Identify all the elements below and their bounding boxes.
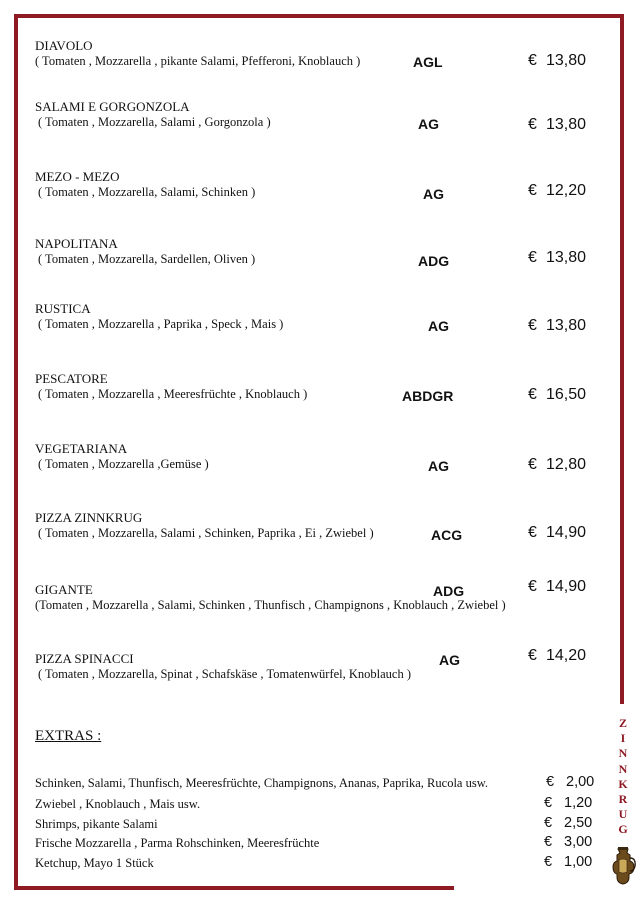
item-allergens: AG [428, 458, 449, 474]
item-allergens: ABDGR [402, 388, 454, 404]
extras-item [35, 856, 600, 874]
extras-heading: EXTRAS : [35, 728, 102, 744]
menu-item-mezo-mezo [35, 169, 615, 229]
item-name: DIAVOLO [35, 38, 93, 53]
item-allergens: AG [423, 186, 444, 202]
extras-item-text: Frische Mozzarella , Parma Rohschinken, Meeresfrüchte [35, 836, 320, 850]
item-ingredients: ( Tomaten , Mozzarella , pikante Salami, Pfefferoni, Knoblauch ) [35, 54, 361, 68]
item-price: € 13,80 [528, 116, 587, 133]
extras-item-text: Ketchup, Mayo 1 Stück [35, 856, 154, 870]
extras-item [35, 817, 600, 835]
item-name: PIZZA SPINACCI [35, 651, 134, 666]
item-ingredients: ( Tomaten , Mozzarella, Salami, Schinken ) [38, 185, 256, 199]
item-allergens: ACG [431, 527, 463, 543]
extras-item-price: € 2,00 [546, 774, 595, 790]
item-allergens: AG [418, 116, 439, 132]
brand-vertical-text: Z I N N K R U G [618, 716, 628, 837]
item-name: PIZZA ZINNKRUG [35, 510, 143, 525]
frame-border-bottom [14, 886, 454, 890]
extras-item-price: € 2,50 [544, 815, 593, 831]
extras-item [35, 776, 600, 794]
item-name: RUSTICA [35, 301, 91, 316]
extras-item-text: Shrimps, pikante Salami [35, 817, 158, 831]
menu-item-pescatore [35, 371, 615, 431]
item-ingredients: ( Tomaten , Mozzarella , Meeresfrüchte , Knoblauch ) [38, 387, 308, 401]
item-ingredients: ( Tomaten , Mozzarella, Spinat , Schafskäse , Tomatenwürfel, Knoblauch ) [38, 667, 412, 681]
item-allergens: AG [428, 318, 449, 334]
item-ingredients: ( Tomaten , Mozzarella, Sardellen, Oliven ) [38, 252, 256, 266]
item-price: € 14,90 [528, 524, 587, 541]
extras-item [35, 797, 600, 815]
extras-item [35, 836, 600, 854]
item-allergens: ADG [433, 583, 465, 599]
item-ingredients: ( Tomaten , Mozzarella , Paprika , Speck , Mais ) [38, 317, 284, 331]
menu-item-pizza-spinacci [35, 647, 615, 711]
frame-border-top [14, 14, 624, 18]
item-allergens: AG [439, 652, 460, 668]
item-price: € 13,80 [528, 52, 587, 69]
item-ingredients: ( Tomaten , Mozzarella, Salami , Gorgonzola ) [38, 115, 271, 129]
item-allergens: AGL [413, 54, 443, 70]
extras-item-price: € 1,20 [544, 795, 593, 811]
menu-item-vegetariana [35, 441, 615, 501]
item-price: € 13,80 [528, 249, 587, 266]
item-allergens: ADG [418, 253, 450, 269]
menu-item-napolitana [35, 236, 615, 296]
item-name: PESCATORE [35, 371, 108, 386]
item-price: € 13,80 [528, 317, 587, 334]
frame-border-left [14, 14, 18, 890]
item-price: € 14,90 [528, 578, 587, 595]
item-price: € 12,20 [528, 182, 587, 199]
menu-item-pizza-zinnkrug [35, 510, 615, 570]
extras-item-text: Schinken, Salami, Thunfisch, Meeresfrüchte, Champignons, Ananas, Paprika, Rucola usw. [35, 776, 489, 790]
extras-item-price: € 1,00 [544, 854, 593, 870]
item-name: GIGANTE [35, 582, 93, 597]
extras-item-price: € 3,00 [544, 834, 593, 850]
menu-item-rustica [35, 301, 615, 361]
item-name: NAPOLITANA [35, 236, 118, 251]
menu-item-diavolo [35, 38, 615, 98]
item-name: VEGETARIANA [35, 441, 128, 456]
frame-border-right [620, 14, 624, 704]
item-ingredients: ( Tomaten , Mozzarella, Salami , Schinken, Paprika , Ei , Zwiebel ) [38, 526, 374, 540]
item-ingredients: ( Tomaten , Mozzarella ,Gemüse ) [38, 457, 209, 471]
item-name: MEZO - MEZO [35, 169, 120, 184]
jug-icon [609, 846, 637, 886]
menu-item-salami-gorgonzola [35, 99, 615, 159]
item-ingredients: (Tomaten , Mozzarella , Salami, Schinken , Thunfisch , Champignons , Knoblauch , Zwiebel ) [35, 598, 506, 612]
item-price: € 12,80 [528, 456, 587, 473]
menu-item-gigante [35, 578, 615, 642]
item-price: € 14,20 [528, 647, 587, 664]
item-name: SALAMI E GORGONZOLA [35, 99, 190, 114]
extras-item-text: Zwiebel , Knoblauch , Mais usw. [35, 797, 201, 811]
item-price: € 16,50 [528, 386, 587, 403]
